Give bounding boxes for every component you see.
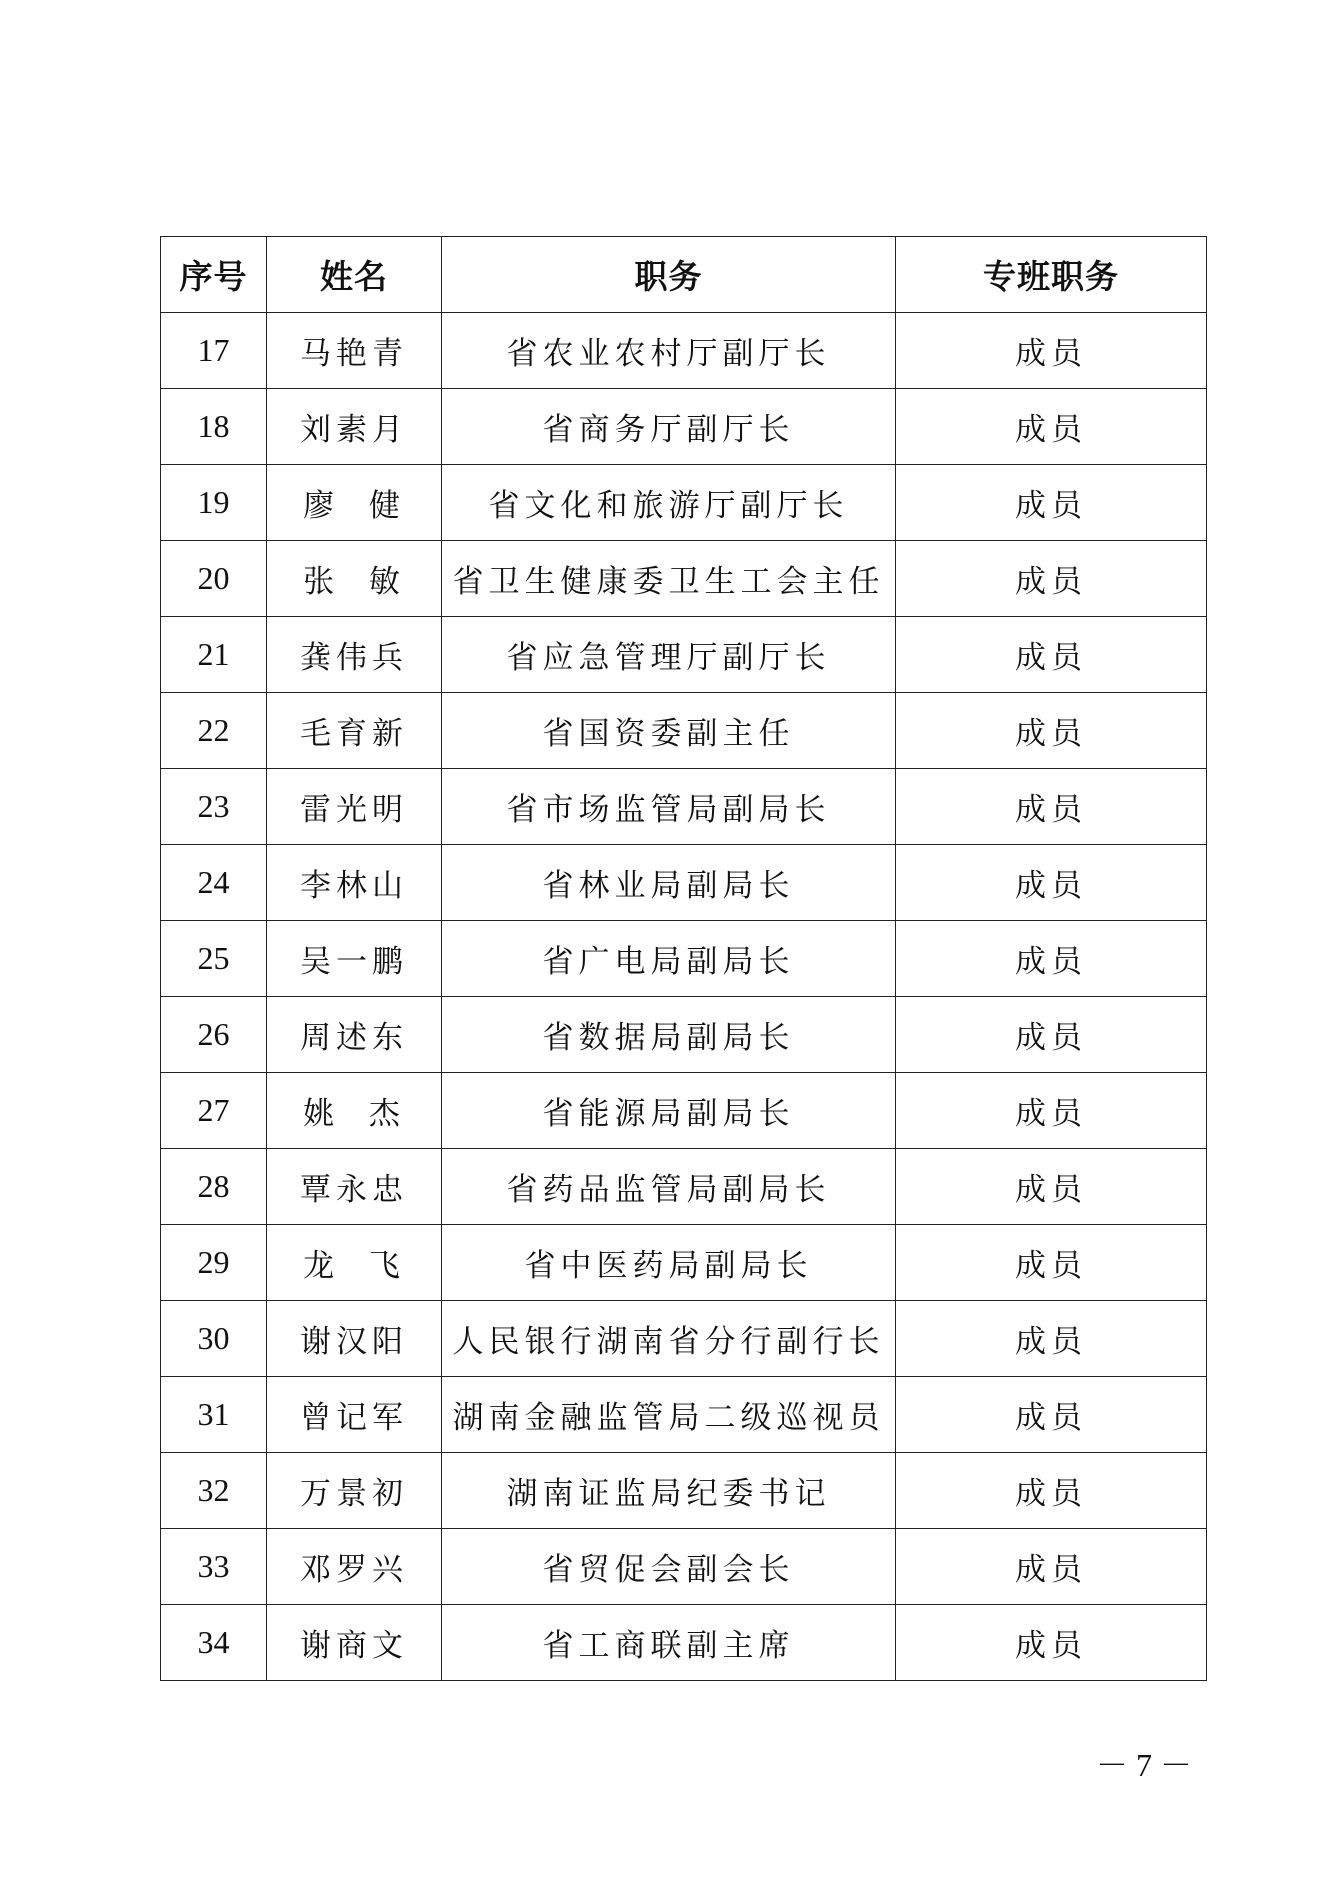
- table-header-row: [161, 237, 1207, 313]
- row-position: 省广电局副局长: [442, 921, 896, 997]
- row-number: 24: [161, 845, 267, 921]
- row-number: 23: [161, 769, 267, 845]
- table-row: [161, 617, 1207, 693]
- row-role: 成员: [896, 1605, 1207, 1681]
- row-role: 成员: [896, 1301, 1207, 1377]
- row-number: 31: [161, 1377, 267, 1453]
- table-row: [161, 845, 1207, 921]
- table-row: [161, 1453, 1207, 1529]
- row-role: 成员: [896, 1073, 1207, 1149]
- row-name: 雷光明: [267, 769, 442, 845]
- row-role: 成员: [896, 845, 1207, 921]
- table-row: [161, 1529, 1207, 1605]
- row-role: 成员: [896, 1149, 1207, 1225]
- row-role: 成员: [896, 389, 1207, 465]
- row-number: 22: [161, 693, 267, 769]
- row-name: 谢汉阳: [267, 1301, 442, 1377]
- row-position: 省应急管理厅副厅长: [442, 617, 896, 693]
- row-number: 26: [161, 997, 267, 1073]
- row-position: 省药品监管局副局长: [442, 1149, 896, 1225]
- row-name: 谢商文: [267, 1605, 442, 1681]
- row-number: 29: [161, 1225, 267, 1301]
- row-position: 省农业农村厅副厅长: [442, 313, 896, 389]
- table-row: [161, 1073, 1207, 1149]
- row-position: 省林业局副局长: [442, 845, 896, 921]
- table-row: [161, 541, 1207, 617]
- row-name: 曾记军: [267, 1377, 442, 1453]
- row-name: 刘素月: [267, 389, 442, 465]
- row-name: 廖 健: [267, 465, 442, 541]
- row-name: 吴一鹏: [267, 921, 442, 997]
- row-name: 邓罗兴: [267, 1529, 442, 1605]
- row-number: 33: [161, 1529, 267, 1605]
- row-position: 省文化和旅游厅副厅长: [442, 465, 896, 541]
- row-position: 省市场监管局副局长: [442, 769, 896, 845]
- row-role: 成员: [896, 769, 1207, 845]
- row-name: 龚伟兵: [267, 617, 442, 693]
- row-position: 湖南证监局纪委书记: [442, 1453, 896, 1529]
- table-row: [161, 1225, 1207, 1301]
- row-number: 30: [161, 1301, 267, 1377]
- row-name: 周述东: [267, 997, 442, 1073]
- row-name: 毛育新: [267, 693, 442, 769]
- row-position: 省能源局副局长: [442, 1073, 896, 1149]
- table-row: [161, 1605, 1207, 1681]
- header-no: 序号: [161, 237, 267, 313]
- row-number: 17: [161, 313, 267, 389]
- row-name: 李林山: [267, 845, 442, 921]
- row-position: 人民银行湖南省分行副行长: [442, 1301, 896, 1377]
- row-position: 省工商联副主席: [442, 1605, 896, 1681]
- row-number: 28: [161, 1149, 267, 1225]
- row-role: 成员: [896, 465, 1207, 541]
- table-row: [161, 997, 1207, 1073]
- row-number: 21: [161, 617, 267, 693]
- row-name: 龙 飞: [267, 1225, 442, 1301]
- row-role: 成员: [896, 1529, 1207, 1605]
- table-row: [161, 1149, 1207, 1225]
- row-name: 万景初: [267, 1453, 442, 1529]
- table-row: [161, 389, 1207, 465]
- member-table: [160, 236, 1207, 1681]
- row-number: 25: [161, 921, 267, 997]
- row-role: 成员: [896, 693, 1207, 769]
- row-position: 湖南金融监管局二级巡视员: [442, 1377, 896, 1453]
- row-role: 成员: [896, 921, 1207, 997]
- row-name: 姚 杰: [267, 1073, 442, 1149]
- row-role: 成员: [896, 313, 1207, 389]
- table-row: [161, 465, 1207, 541]
- page-number: － 7 －: [1095, 1747, 1192, 1783]
- table-row: [161, 769, 1207, 845]
- row-number: 32: [161, 1453, 267, 1529]
- row-role: 成员: [896, 1225, 1207, 1301]
- row-position: 省商务厅副厅长: [442, 389, 896, 465]
- table-row: [161, 1377, 1207, 1453]
- row-number: 19: [161, 465, 267, 541]
- row-position: 省数据局副局长: [442, 997, 896, 1073]
- table-row: [161, 313, 1207, 389]
- row-role: 成员: [896, 617, 1207, 693]
- row-number: 18: [161, 389, 267, 465]
- row-number: 20: [161, 541, 267, 617]
- row-name: 覃永忠: [267, 1149, 442, 1225]
- row-position: 省国资委副主任: [442, 693, 896, 769]
- table-body: [161, 313, 1207, 1681]
- row-position: 省贸促会副会长: [442, 1529, 896, 1605]
- row-number: 34: [161, 1605, 267, 1681]
- table-row: [161, 921, 1207, 997]
- row-role: 成员: [896, 1453, 1207, 1529]
- header-role: 专班职务: [896, 237, 1207, 313]
- row-position: 省卫生健康委卫生工会主任: [442, 541, 896, 617]
- row-position: 省中医药局副局长: [442, 1225, 896, 1301]
- row-name: 张 敏: [267, 541, 442, 617]
- header-position: 职务: [442, 237, 896, 313]
- table-row: [161, 693, 1207, 769]
- header-name: 姓名: [267, 237, 442, 313]
- row-number: 27: [161, 1073, 267, 1149]
- row-role: 成员: [896, 997, 1207, 1073]
- table-row: [161, 1301, 1207, 1377]
- row-role: 成员: [896, 541, 1207, 617]
- row-name: 马艳青: [267, 313, 442, 389]
- row-role: 成员: [896, 1377, 1207, 1453]
